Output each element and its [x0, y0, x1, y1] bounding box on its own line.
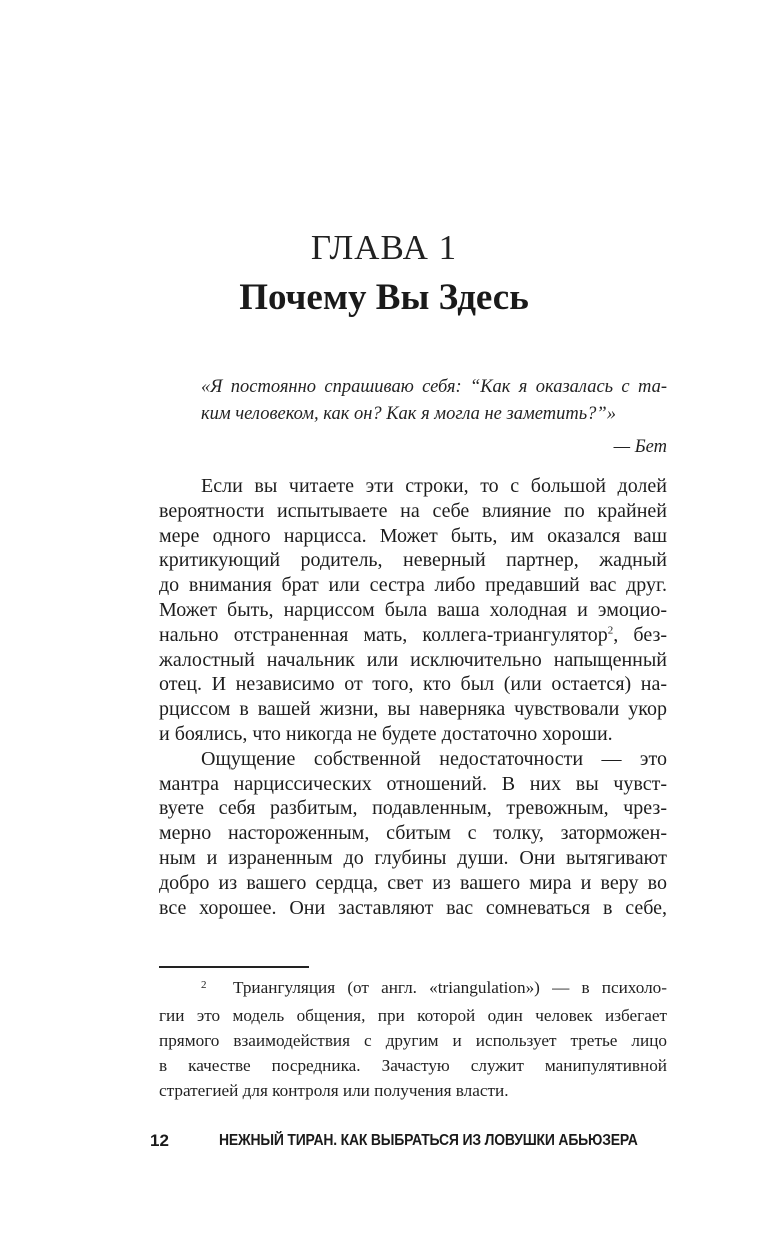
body-line: мантра нарциссических отношений. В них вы чувст- — [159, 772, 667, 795]
body-line: вероятности испытываете на себе влияние по крайней — [159, 499, 667, 522]
footnote-line: гии это модель общения, при которой один человек избегает — [159, 1006, 667, 1025]
epigraph-line: ким человеком, как он? Как я могла не заметить?”» — [201, 404, 616, 424]
body-line: мерно настороженным, сбитым с толку, заторможен- — [159, 822, 667, 845]
body-line: до внимания брат или сестра либо предавший вас друг. — [159, 574, 667, 597]
epigraph-line: «Я постоянно спрашиваю себя: “Как я оказалась с та- — [201, 377, 667, 397]
page-number: 12 — [150, 1131, 169, 1150]
chapter-label: ГЛАВА 1 — [310, 228, 458, 267]
epigraph-attribution: — Бет — [613, 437, 667, 457]
body-line: Может быть, нарциссом была ваша холодная и эмоцио- — [159, 598, 667, 621]
footnote-first-line — [159, 975, 667, 1003]
footnote-line: прямого взаимодействия с другим и использует третье лицо — [159, 1031, 667, 1050]
body-line: Если вы читаете эти строки, то с большой долей — [201, 475, 667, 497]
epigraph — [201, 374, 667, 428]
footnote-line: в качестве посредника. Зачастую служит манипулятивной — [159, 1056, 667, 1075]
footnote-line: Триангуляция (от англ. «triangulation») — в психоло- — [233, 978, 667, 997]
footnote-line: стратегией для контроля или получения власти. — [159, 1081, 509, 1100]
body-line: критикующий родитель, неверный партнер, жадный — [159, 549, 667, 572]
body-line: все хорошее. Они заставляют вас сомневаться в себе, — [159, 896, 667, 919]
body-line: ным и израненным до глубины души. Они вытягивают — [159, 846, 667, 869]
footnote-divider — [159, 966, 309, 968]
body-line: и боялись, что никогда не будете достаточно хороши. — [159, 722, 613, 745]
body-line: рциссом в вашей жизни, вы наверняка чувствовали укор — [159, 698, 667, 721]
body-line-with-footnote — [159, 623, 667, 648]
body-line: Ощущение собственной недостаточности — это — [201, 747, 667, 770]
chapter-title: Почему Вы Здесь — [239, 277, 529, 318]
body-line: добро из вашего сердца, свет из вашего мира и веру во — [159, 871, 667, 894]
body-line: отец. И независимо от того, кто был (или остается) на- — [159, 673, 667, 696]
body-line: вуете себя разбитым, подавленным, тревожным, чрез- — [159, 797, 667, 820]
body-text — [159, 474, 667, 920]
body-line-tail: , без- — [613, 623, 667, 646]
body-line-text: нально отстраненная мать, коллега-триангулятор — [159, 623, 608, 646]
footnote — [159, 975, 667, 1103]
body-line: мере одного нарцисса. Может быть, им оказался ваш — [159, 524, 667, 547]
footnote-reference[interactable]: 2 — [607, 624, 614, 637]
running-title: НЕЖНЫЙ ТИРАН. КАК ВЫБРАТЬСЯ ИЗ ЛОВУШКИ АБЬЮЗЕРА — [219, 1132, 638, 1149]
body-line: жалостный начальник или исключительно напыщенный — [159, 648, 667, 671]
footnote-marker: 2 — [201, 979, 207, 991]
